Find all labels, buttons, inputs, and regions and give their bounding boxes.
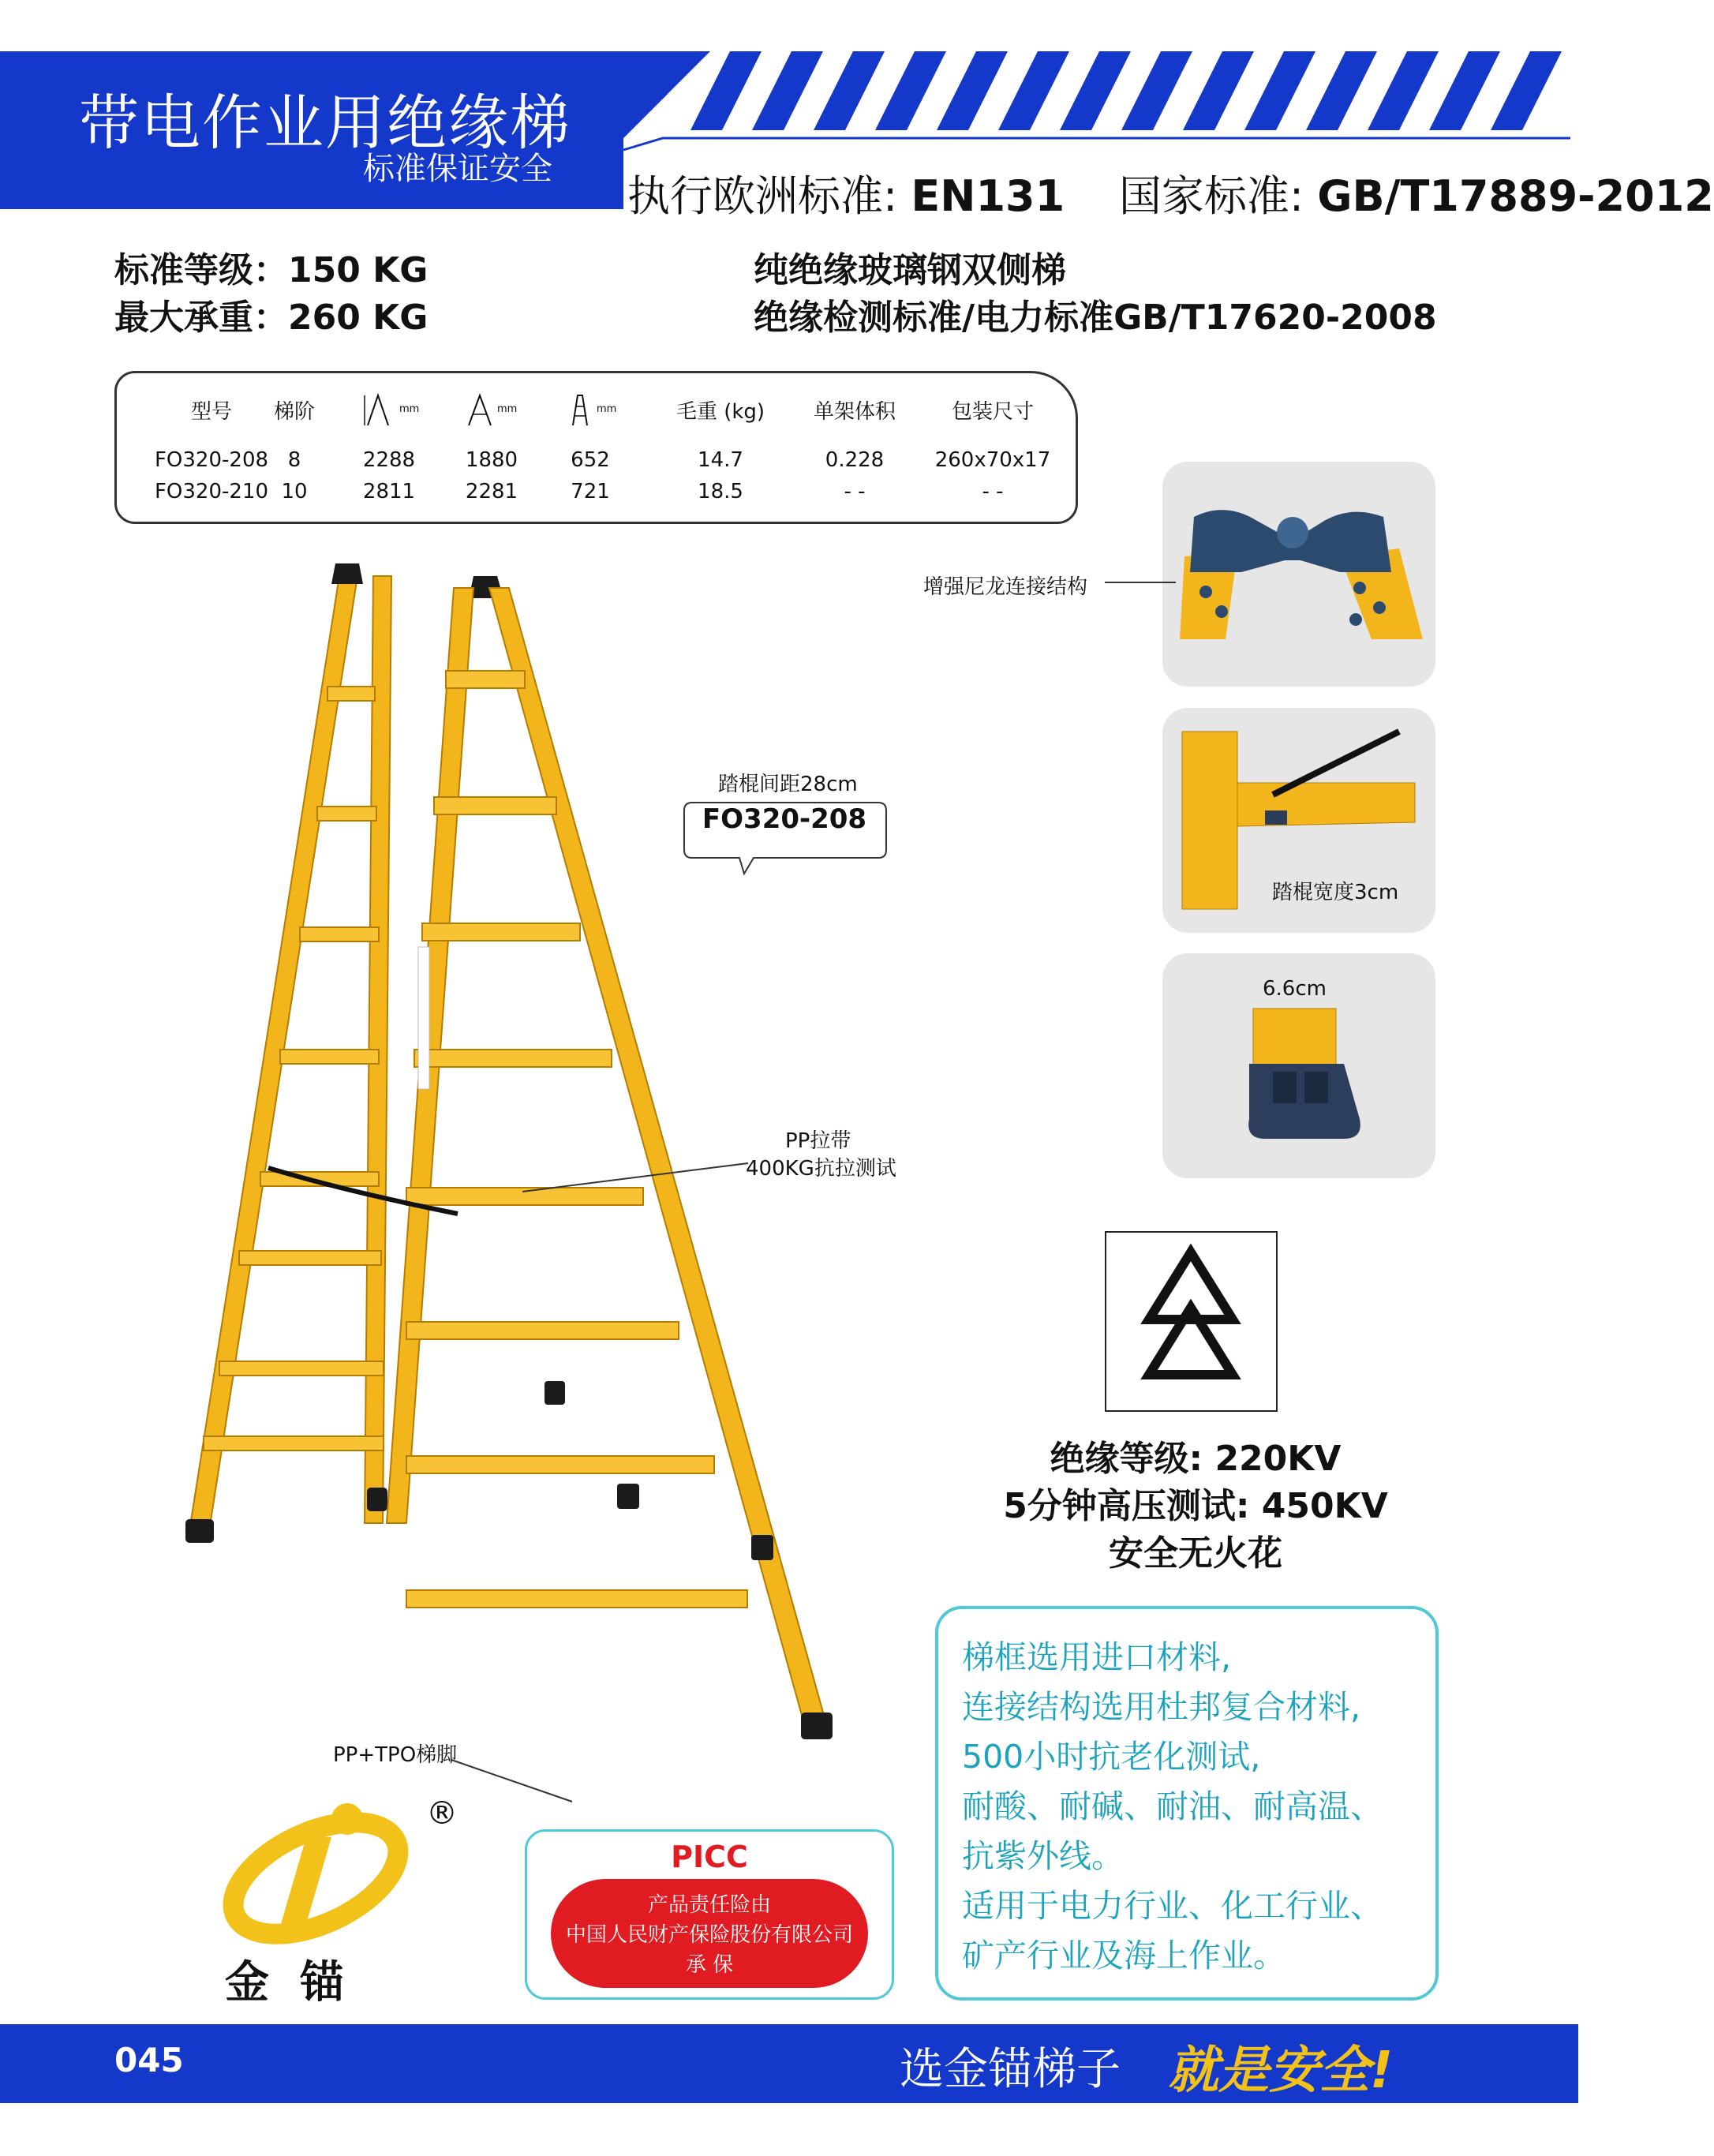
- ladder-height-icon: [361, 392, 395, 427]
- table-cell: 2811: [362, 480, 416, 503]
- picc-insurance-box: [525, 1829, 894, 2000]
- ladder-open-icon: [464, 392, 496, 427]
- insulation-symbol-icon: [1106, 1233, 1276, 1410]
- feature-line: 连接结构选用杜邦复合材料,: [962, 1688, 1361, 1726]
- table-cell: 2281: [465, 480, 518, 503]
- table-header-width: mm: [567, 403, 675, 415]
- table-cell: 18.5: [698, 480, 743, 503]
- pp-strap-callout: PP拉带: [785, 1129, 851, 1153]
- feet-callout: PP+TPO梯脚: [333, 1743, 458, 1767]
- nylon-connector-photo: [1162, 462, 1435, 687]
- table-cell: 8: [287, 448, 301, 472]
- features-box: [935, 1606, 1439, 2001]
- table-cell: 1880: [465, 448, 518, 472]
- table-header-steps: 梯阶: [273, 400, 315, 424]
- page-title: 带电作业用绝缘梯: [79, 88, 571, 158]
- nylon-connector-image: [1162, 462, 1435, 687]
- spec-table: [114, 371, 1078, 524]
- table-cell: - -: [844, 480, 866, 503]
- picc-badge: [551, 1879, 868, 1988]
- table-cell: 14.7: [698, 448, 743, 472]
- nylon-callout: 增强尼龙连接结构: [923, 575, 1088, 599]
- spacing-callout: 踏棍间距28cm: [718, 773, 858, 796]
- spec-test-standard: 绝缘检测标准/电力标准GB/T17620-2008: [754, 298, 1437, 338]
- standard-value-eu: EN131: [911, 171, 1065, 221]
- spec-type: 纯绝缘玻璃钢双侧梯: [754, 250, 1066, 290]
- table-cell: 10: [281, 480, 308, 503]
- table-cell: 652: [571, 448, 610, 472]
- table-cell: - -: [982, 480, 1004, 503]
- feature-line: 适用于电力行业、化工行业、: [962, 1887, 1383, 1925]
- table-header-weight: 毛重 (kg): [675, 400, 765, 424]
- feature-line: 梯框选用进口材料,: [962, 1638, 1232, 1676]
- spec-grade: 标准等级：150 KG: [114, 250, 428, 290]
- nylon-leader-line: [1105, 580, 1176, 585]
- standards-line: [627, 163, 1714, 223]
- feature-line: 耐酸、耐碱、耐油、耐高温、: [962, 1787, 1383, 1825]
- slogan-highlight: 就是安全!: [1168, 2042, 1394, 2100]
- table-header-volume: 单架体积: [813, 400, 896, 424]
- table-header-model: 型号: [190, 400, 232, 424]
- table-header-package: 包装尺寸: [951, 400, 1034, 424]
- feature-line: 500小时抗老化测试,: [962, 1738, 1261, 1776]
- hv-test-rating: 5分钟高压测试: 450KV: [1003, 1486, 1388, 1526]
- brand-logo-icon: [213, 1791, 418, 1941]
- picc-title: PICC: [671, 1840, 748, 1874]
- page-number: 045: [114, 2041, 184, 2079]
- picc-line-1: 产品责任险由: [647, 1893, 771, 1917]
- table-cell: 2288: [362, 448, 416, 472]
- standard-label-eu: 执行欧洲标准:: [627, 171, 898, 221]
- ladder-illustration: [134, 552, 884, 1815]
- strap-test-callout: 400KG抗拉测试: [746, 1157, 896, 1181]
- insulation-rating: 绝缘等级: 220KV: [1050, 1439, 1342, 1479]
- page-subtitle: 标准保证安全: [363, 151, 552, 187]
- step-width-callout: 踏棍宽度3cm: [1272, 881, 1399, 904]
- brand-name: 金 锚: [225, 1957, 344, 2008]
- slogan-plain: 选金锚梯子: [900, 2044, 1121, 2095]
- spec-max-load: 最大承重：260 KG: [114, 298, 428, 338]
- picc-line-2: 中国人民财产保险股份有限公司: [565, 1923, 853, 1947]
- table-header-height: mm: [361, 403, 486, 415]
- feet-leader-line: [450, 1758, 576, 1806]
- feature-line: 矿产行业及海上作业。: [962, 1937, 1286, 1974]
- table-cell: 0.228: [825, 448, 885, 472]
- feature-line: 抗紫外线。: [962, 1837, 1124, 1875]
- table-cell: 721: [571, 480, 610, 503]
- table-header-open-height: mm: [464, 403, 584, 415]
- table-cell: FO320-210: [154, 480, 269, 503]
- strap-leader-line: [521, 1162, 750, 1193]
- back-ladder: [185, 576, 391, 1543]
- size-callout: 6.6cm: [1263, 977, 1327, 1001]
- registered-mark: ®: [426, 1795, 458, 1832]
- picc-line-3: 承 保: [685, 1953, 734, 1977]
- standard-value-cn: GB/T17889-2012: [1317, 171, 1714, 221]
- standard-label-cn: 国家标准:: [1118, 171, 1304, 221]
- table-cell: FO320-208: [154, 448, 269, 472]
- table-cell: 260x70x17: [934, 448, 1051, 472]
- double-triangle-symbol: [1105, 1231, 1278, 1412]
- ladder-width-icon: [567, 392, 593, 427]
- no-spark-rating: 安全无火花: [1109, 1533, 1282, 1574]
- model-callout-label: FO320-208: [702, 803, 867, 835]
